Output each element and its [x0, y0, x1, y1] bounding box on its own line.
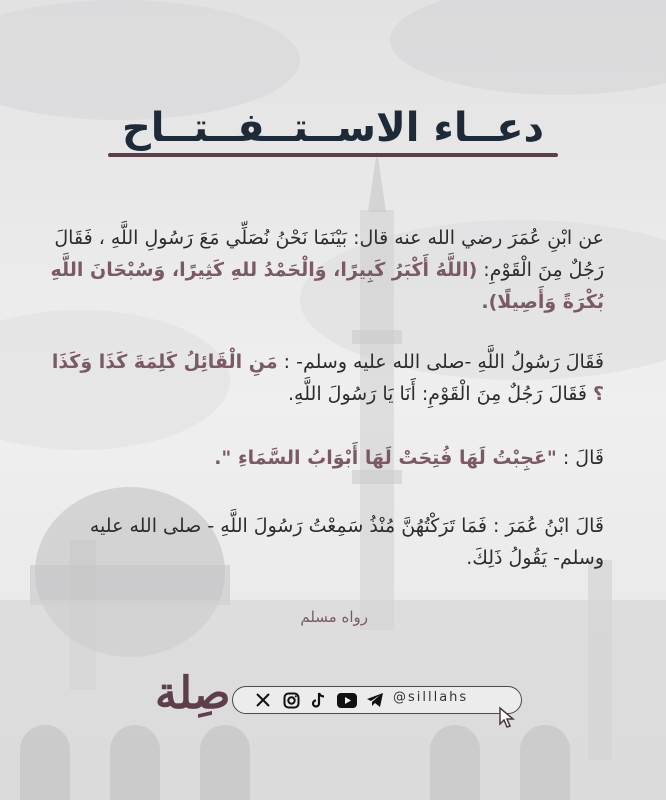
page-title [108, 105, 558, 151]
hadith-text: فَقَالَ رَجُلٌ مِنَ الْقَوْمِ: أَنَا يَا رَسُولَ اللَّهِ. [288, 383, 593, 405]
instagram-icon[interactable] [281, 690, 301, 710]
hadith-paragraph-1 [44, 222, 604, 318]
title-underline [108, 153, 558, 157]
page-title-text: دعــاء الاســتــفــتــاح [121, 105, 545, 151]
brand-logo: صِلة [155, 668, 231, 719]
social-handle[interactable]: @silllahs [393, 690, 469, 705]
hadith-text: عن ابْنِ عُمَرَ رضي الله عنه قال: بَيْنَمَا نَحْنُ نُصَلِّي مَعَ رَسُولِ اللَّهِ ، فَقَالَ رَجُلٌ مِنَ الْقَوْمِ: [54, 227, 604, 281]
telegram-icon[interactable] [365, 690, 385, 710]
hadith-text: فَقَالَ رَسُولُ اللَّهِ -صلى الله عليه وسلم- : [277, 351, 604, 373]
hadith-text: قَالَ : [556, 447, 604, 469]
youtube-icon[interactable] [337, 690, 357, 710]
tiktok-icon[interactable] [309, 690, 329, 710]
social-bar [232, 686, 522, 714]
dua-highlight: (اللَّهُ أَكْبَرُ كَبِيرًا، وَالْحَمْدُ للهِ كَثِيرًا، وَسُبْحَانَ اللَّهِ بُكْرَةً وَأَصِيلًا). [50, 259, 604, 313]
hadith-source: رواه مسلم [300, 608, 368, 626]
x-icon[interactable] [253, 690, 273, 710]
question-highlight: مَنِ الْقَائِلُ كَلِمَةَ كَذَا وَكَذَا ؟ [51, 351, 604, 405]
answer-highlight: "عَجِبْتُ لَهَا فُتِحَتْ لَهَا أَبْوَابُ السَّمَاءِ ". [214, 447, 557, 469]
hadith-paragraph-3 [44, 442, 604, 474]
hadith-paragraph-2 [44, 346, 604, 410]
pointer-cursor-icon [498, 706, 516, 728]
footer [0, 668, 666, 728]
hadith-paragraph-4: قَالَ ابْنُ عُمَرَ : فَمَا تَرَكْتُهُنَّ مُنْذُ سَمِعْتُ رَسُولَ اللَّهِ - صلى الله عليه وسلم- يَقُولُ ذَلِكَ. [89, 515, 604, 569]
